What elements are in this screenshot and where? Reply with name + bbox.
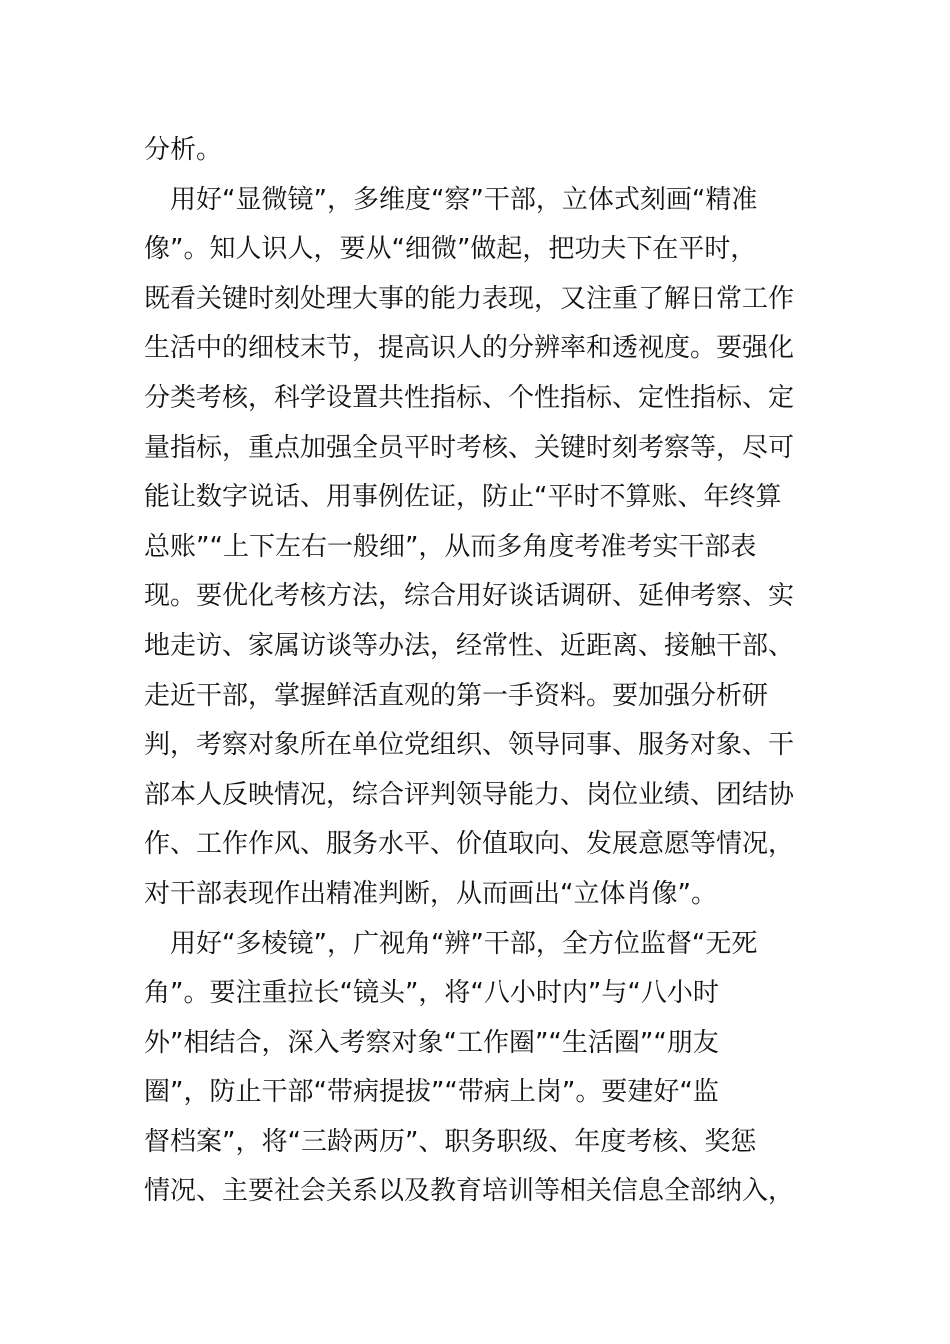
text-line: 现。要优化考核方法，综合用好谈话调研、延伸考察、实 [144,581,795,612]
text-line: 情况、主要社会关系以及教育培训等相关信息全部纳入， [144,1176,795,1207]
text-line: 走近干部，掌握鲜活直观的第一手资料。要加强分析研 [144,680,769,711]
text-line: 像”。知人识人，要从“细微”做起，把功夫下在平时， [144,234,757,265]
text-line: 用好“显微镜”，多维度“察”干部，立体式刻画“精准 [144,184,758,215]
text-line: 总账”“上下左右一般细”，从而多角度考准考实干部表 [144,531,757,562]
text-line: 部本人反映情况，综合评判领导能力、岗位业绩、团结协 [144,779,795,810]
text-line: 外”相结合，深入考察对象“工作圈”“生活圈”“朋友 [144,1027,719,1058]
body-text [144,126,808,1217]
text-line: 用好“多棱镜”，广视角“辨”干部，全方位监督“无死 [144,928,758,959]
text-line: 地走访、家属访谈等办法，经常性、近距离、接触干部、 [144,630,795,661]
text-line: 能让数字说话、用事例佐证，防止“平时不算账、年终算 [144,482,782,513]
text-line: 分析。 [144,135,223,165]
text-line: 分类考核，科学设置共性指标、个性指标、定性指标、定 [144,382,795,413]
text-line: 对干部表现作出精准判断，从而画出“立体肖像”。 [144,878,717,909]
text-line: 圈”，防止干部“带病提拔”“带病上岗”。要建好“监 [144,1077,719,1108]
text-line: 既看关键时刻处理大事的能力表现，又注重了解日常工作 [144,283,795,314]
text-line: 生活中的细枝末节，提高识人的分辨率和透视度。要强化 [144,333,795,364]
text-line: 作、工作作风、服务水平、价值取向、发展意愿等情况， [144,829,795,860]
text-line: 判，考察对象所在单位党组织、领导同事、服务对象、干 [144,730,795,761]
text-line: 量指标，重点加强全员平时考核、关键时刻考察等，尽可 [144,432,795,463]
text-line: 督档案”，将“三龄两历”、职务职级、年度考核、奖惩 [144,1126,757,1157]
text-line: 角”。要注重拉长“镜头”，将“八小时内”与“八小时 [144,978,719,1009]
